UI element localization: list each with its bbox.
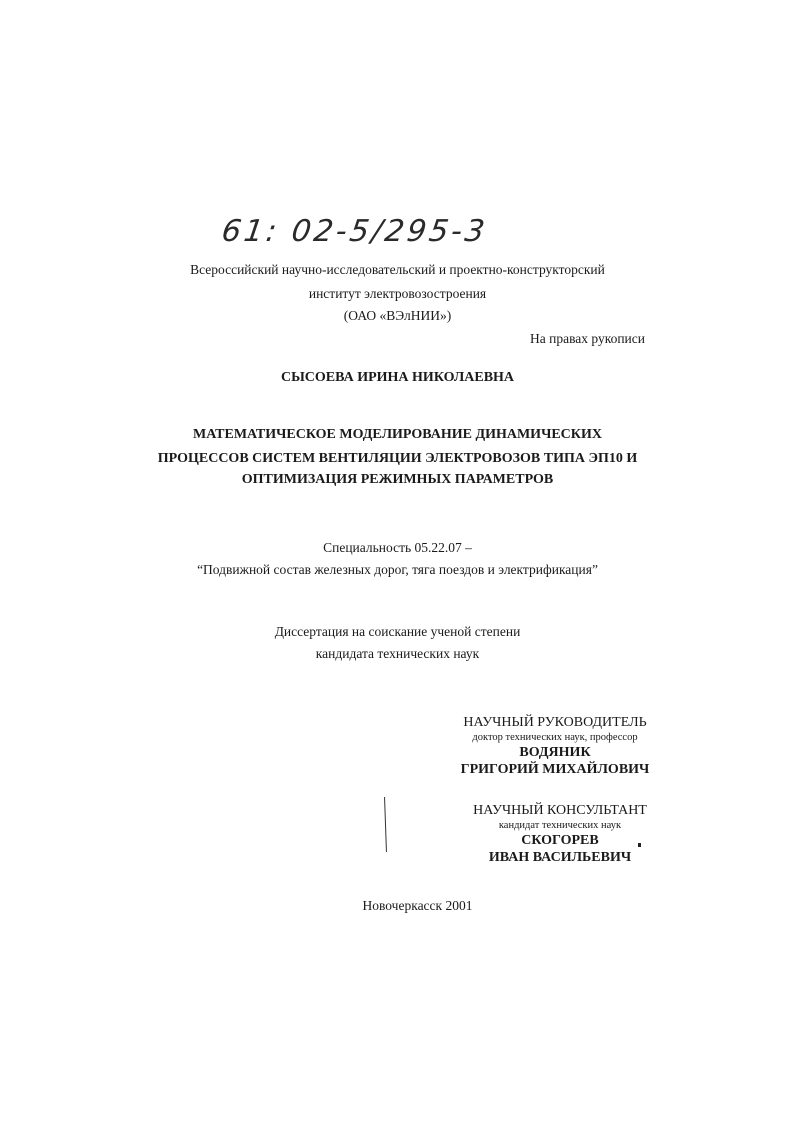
handwritten-archive-code: 61: 02-5/295-3 <box>219 214 490 249</box>
institute-line-3: (ОАО «ВЭлНИИ») <box>343 308 452 323</box>
title-line-3: ОПТИМИЗАЦИЯ РЕЖИМНЫХ ПАРАМЕТРОВ <box>241 472 554 487</box>
institute-line-1: Всероссийский научно-исследовательский и проектно-конструкторский <box>190 262 605 277</box>
degree-line-1: Диссертация на соискание ученой степени <box>274 624 521 639</box>
institute-line-2: институт электровозостроения <box>308 286 487 301</box>
title-line-2: ПРОЦЕССОВ СИСТЕМ ВЕНТИЛЯЦИИ ЭЛЕКТРОВОЗОВ ТИПА ЭП10 И <box>157 451 638 466</box>
supervisor-surname: ВОДЯНИК <box>519 745 591 760</box>
supervisor-name: ГРИГОРИЙ МИХАЙЛОВИЧ <box>460 762 650 777</box>
specialty-line-1: Специальность 05.22.07 – <box>323 540 472 555</box>
manuscript-note: На правах рукописи <box>529 331 645 346</box>
supervisor-block <box>440 714 670 778</box>
title-line-1: МАТЕМАТИЧЕСКОЕ МОДЕЛИРОВАНИЕ ДИНАМИЧЕСКИХ <box>193 427 602 442</box>
scan-artifact-line <box>384 797 387 852</box>
consultant-degree: кандидат технических наук <box>498 820 622 831</box>
supervisor-role: НАУЧНЫЙ РУКОВОДИТЕЛЬ <box>463 715 647 730</box>
city-year: Новочеркасск 2001 <box>362 898 473 913</box>
author-name: СЫСОЕВА ИРИНА НИКОЛАЕВНА <box>280 370 515 385</box>
consultant-role: НАУЧНЫЙ КОНСУЛЬТАНТ <box>473 803 647 818</box>
supervisor-degree: доктор технических наук, профессор <box>472 732 638 743</box>
degree-line-2: кандидата технических наук <box>315 646 480 661</box>
consultant-name: ИВАН ВАСИЛЬЕВИЧ <box>488 850 632 865</box>
consultant-block <box>445 802 675 866</box>
specialty-line-2: “Подвижной состав железных дорог, тяга поездов и электрификация” <box>197 562 598 577</box>
consultant-surname: СКОГОРЕВ <box>521 833 599 848</box>
